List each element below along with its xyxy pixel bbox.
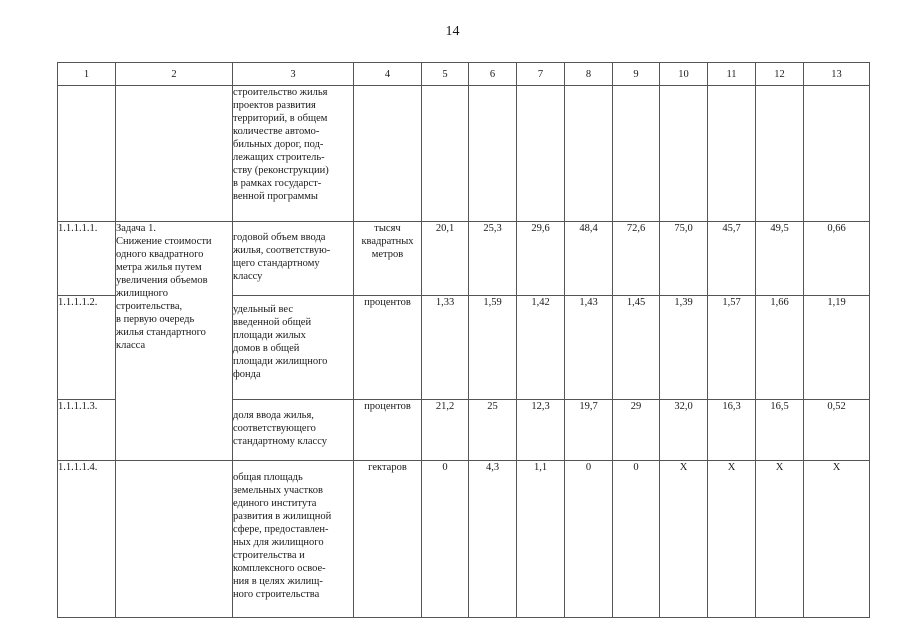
value-cell: 0 bbox=[565, 461, 613, 618]
column-header: 10 bbox=[660, 63, 708, 86]
column-number-row bbox=[58, 63, 870, 86]
value-cell: 1,57 bbox=[708, 296, 756, 400]
value-cell: X bbox=[804, 461, 870, 618]
value-cell: 1,59 bbox=[469, 296, 517, 400]
value-cell: 1,45 bbox=[613, 296, 660, 400]
value-cell: 4,3 bbox=[469, 461, 517, 618]
value-cell: 1,19 bbox=[804, 296, 870, 400]
column-header: 5 bbox=[422, 63, 469, 86]
value-cell: 16,5 bbox=[756, 400, 804, 461]
indicator-cell: годовой объем ввода жилья, соответствую- щего стандартному классу bbox=[233, 222, 354, 296]
value-cell: 45,7 bbox=[708, 222, 756, 296]
column-header: 2 bbox=[116, 63, 233, 86]
column-header: 9 bbox=[613, 63, 660, 86]
value-cell: 20,1 bbox=[422, 222, 469, 296]
value-cell: 32,0 bbox=[660, 400, 708, 461]
value-cell: 1,33 bbox=[422, 296, 469, 400]
value-cell: 0,52 bbox=[804, 400, 870, 461]
value-cell: 75,0 bbox=[660, 222, 708, 296]
row-code: 1.1.1.1.1. bbox=[58, 222, 116, 296]
column-header: 8 bbox=[565, 63, 613, 86]
value-cell: 0,66 bbox=[804, 222, 870, 296]
column-header: 6 bbox=[469, 63, 517, 86]
column-header: 13 bbox=[804, 63, 870, 86]
value-cell: 16,3 bbox=[708, 400, 756, 461]
page-number: 14 bbox=[445, 24, 460, 39]
unit-cell: процентов bbox=[354, 400, 422, 461]
value-cell: 21,2 bbox=[422, 400, 469, 461]
value-cell: 29 bbox=[613, 400, 660, 461]
value-cell: 48,4 bbox=[565, 222, 613, 296]
value-cell: 1,66 bbox=[756, 296, 804, 400]
value-cell: 49,5 bbox=[756, 222, 804, 296]
indicator-cell: строительство жилья проектов развития территорий, в общем количестве автомо- бильных дорог, под- лежащих строитель- ству (реконструкции) в рамках государст- венной программы bbox=[233, 86, 354, 222]
value-cell: 25,3 bbox=[469, 222, 517, 296]
value-cell: 12,3 bbox=[517, 400, 565, 461]
row-code: 1.1.1.1.4. bbox=[58, 461, 116, 618]
column-header: 12 bbox=[756, 63, 804, 86]
table-row bbox=[58, 461, 870, 618]
value-cell: 19,7 bbox=[565, 400, 613, 461]
unit-cell: тысяч квадратных метров bbox=[354, 222, 422, 296]
indicators-table bbox=[57, 62, 870, 618]
column-header: 7 bbox=[517, 63, 565, 86]
value-cell: 1,42 bbox=[517, 296, 565, 400]
value-cell: X bbox=[708, 461, 756, 618]
indicator-cell: общая площадь земельных участков единого института развития в жилищной сфере, предоставлен- ных для жилищного строительства и комплексного освое- ния в целях жилищ- ного строительства bbox=[233, 461, 354, 618]
indicator-cell: удельный вес введенной общей площади жилых домов в общей площади жилищного фонда bbox=[233, 296, 354, 400]
row-code: 1.1.1.1.2. bbox=[58, 296, 116, 400]
value-cell: 25 bbox=[469, 400, 517, 461]
unit-cell: гектаров bbox=[354, 461, 422, 618]
column-header: 4 bbox=[354, 63, 422, 86]
column-header: 11 bbox=[708, 63, 756, 86]
row-code: 1.1.1.1.3. bbox=[58, 400, 116, 461]
value-cell: 1,39 bbox=[660, 296, 708, 400]
value-cell: 1,43 bbox=[565, 296, 613, 400]
unit-cell: процентов bbox=[354, 296, 422, 400]
value-cell: 0 bbox=[613, 461, 660, 618]
table-row bbox=[58, 222, 870, 296]
value-cell: 1,1 bbox=[517, 461, 565, 618]
value-cell: X bbox=[660, 461, 708, 618]
continuation-row bbox=[58, 86, 870, 222]
column-header: 1 bbox=[58, 63, 116, 86]
indicator-cell: доля ввода жилья, соответствующего стандартному классу bbox=[233, 400, 354, 461]
column-header: 3 bbox=[233, 63, 354, 86]
value-cell: 29,6 bbox=[517, 222, 565, 296]
value-cell: 72,6 bbox=[613, 222, 660, 296]
value-cell: 0 bbox=[422, 461, 469, 618]
task-cell: Задача 1. Снижение стоимости одного квадратного метра жилья путем увеличения объемов жилищного строительства, в первую очередь жилья стандартного класса bbox=[116, 222, 233, 461]
value-cell: X bbox=[756, 461, 804, 618]
